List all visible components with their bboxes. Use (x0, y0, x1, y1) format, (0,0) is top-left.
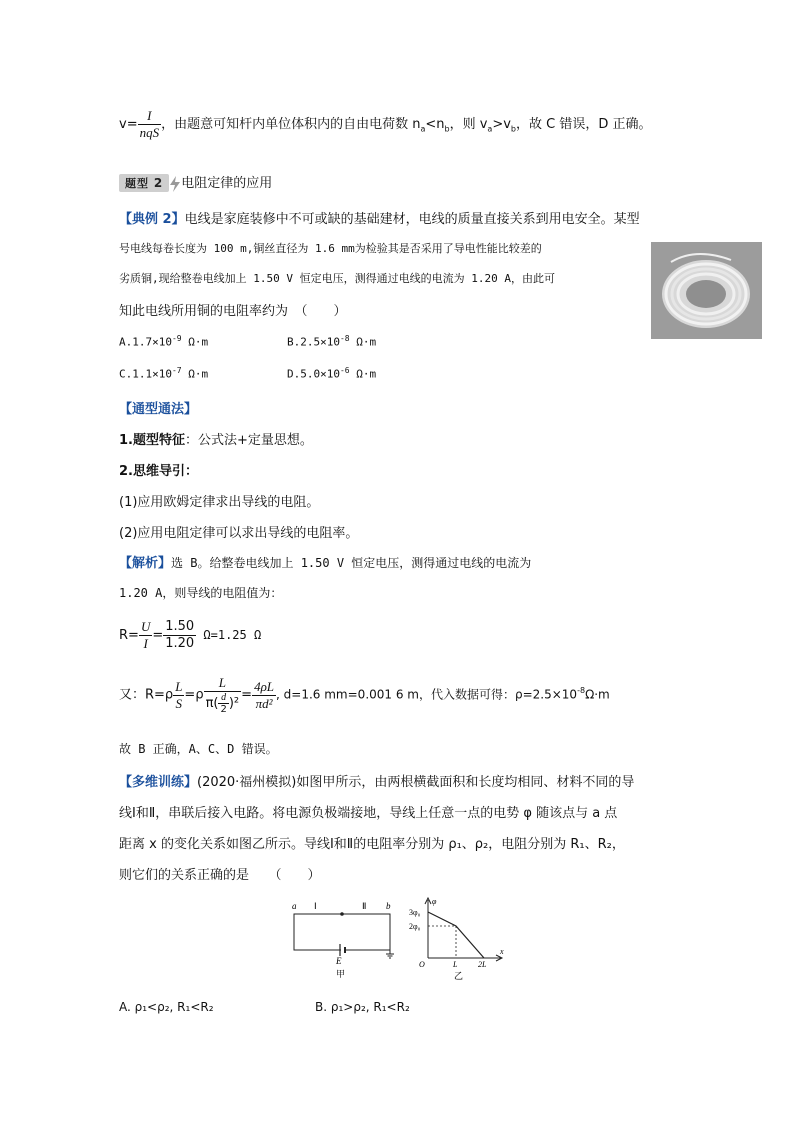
option-d-exp: -6 (339, 366, 350, 375)
frac-u-over-i (139, 619, 152, 652)
frac-values (163, 619, 196, 652)
training-line-4: 则它们的关系正确的是 （ ） (119, 868, 321, 883)
section-badge (119, 174, 169, 192)
training-line-2: 线Ⅰ和Ⅱ，串联后接入电路。将电源负极端接地，导线上任意一点的电势 φ 随该点与 a 点 (119, 806, 618, 821)
frac-area (204, 692, 242, 715)
option-a-unit: Ω·m (181, 335, 209, 349)
sub-b2: b (510, 124, 516, 134)
frac-s: S (175, 695, 183, 711)
answer-option-b[interactable]: B. ρ₁>ρ₂, R₁<R₂ (315, 1000, 410, 1014)
frac-numerator: I (138, 108, 162, 125)
sub-a: a (420, 124, 426, 134)
example-line-2: 号电线每卷长度为 100 m,铜丝直径为 1.6 mm为检验其是否采用了导电性能比较差的 (119, 242, 542, 255)
answer-option-a[interactable]: A. ρ₁<ρ₂, R₁<R₂ (119, 1000, 214, 1014)
option-c-label: C.1.1×10 (119, 367, 172, 381)
example-line-4: 知此电线所用铜的电阻率约为 （ ） (119, 304, 347, 319)
example-line-3: 劣质铜,现给整卷电线加上 1.50 V 恒定电压，测得通过电线的电流为 1.20 A，由此可 (119, 272, 555, 285)
option-b-label: B.2.5×10 (287, 335, 340, 349)
example-tag: 【典例 2】 (119, 212, 185, 227)
circuit-diagram (288, 898, 398, 980)
frac-d: d (218, 692, 228, 704)
badge-number: 2 (153, 176, 164, 190)
r-eq: R= (119, 628, 139, 643)
frac-two: 2 (220, 704, 227, 715)
resistivity-formula: 又：R=ρ $\frac{L}{S}$ =ρ L π( $\frac{d}{2}$ )² = $\frac{4\rho L}{\text{πd²}}$ , d=1.6 mm=0.001 6 m，代入数据可得：$\rho=2.5\times 10^{-8}\Omega\cdot m$ (119, 675, 610, 715)
training-tag: 【多维训练】 (119, 775, 198, 790)
wire-coil-photo (651, 242, 762, 339)
tick-2phi: 2φ₀ (409, 922, 421, 931)
caption-yi: 乙 (454, 972, 464, 982)
section-header (119, 172, 272, 192)
solution-text-1: 选 B。给整卷电线加上 1.50 V 恒定电压，测得通过电线的电流为 (171, 556, 532, 570)
tick-3phi: 3φ₀ (409, 908, 421, 917)
caption-jia: 甲 (336, 970, 346, 980)
line1-lt: <n (425, 117, 445, 132)
option-b[interactable] (287, 334, 376, 349)
sub-a2: a (487, 124, 493, 134)
section-title: 电阻定律的应用 (181, 176, 273, 191)
option-b-exp: -8 (339, 334, 350, 343)
method-step-1: (1)应用欧姆定律求出导线的电阻。 (119, 495, 320, 510)
option-a[interactable] (119, 334, 208, 349)
tick-2l: 2L (478, 960, 487, 969)
frac-120: 1.20 (165, 636, 195, 651)
training-line-3: 距离 x 的变化关系如图乙所示。导线Ⅰ和Ⅱ的电阻率分别为 ρ₁、ρ₂，电阻分别为 R₁、R₂， (119, 837, 625, 852)
v-equals: v= (119, 117, 138, 132)
label-a: a (292, 901, 297, 911)
resistivity-exp: -8 (577, 686, 586, 696)
feature-text: ：公式法+定量思想。 (184, 433, 313, 448)
frac-150: 1.50 (165, 619, 195, 634)
axis-phi: φ (432, 897, 437, 906)
line1-text: ，由题意可知杆内单位体积内的自由电荷数 n (161, 117, 421, 132)
lightning-icon (169, 176, 181, 192)
frac-i: I (143, 636, 148, 651)
method-feature (119, 429, 313, 448)
method-step-2: (2)应用电阻定律可以求出导线的电阻率。 (119, 526, 359, 541)
option-c-exp: -7 (171, 366, 182, 375)
frac-l: L (175, 678, 183, 694)
feature-label: 1.题型特征 (119, 433, 185, 448)
example-text-1: 电线是家庭装修中不可或缺的基础建材，电线的质量直接关系到用电安全。某型 (184, 212, 640, 227)
badge-text: 题型 (125, 177, 149, 190)
junction-dot (340, 912, 344, 916)
option-a-exp: -9 (171, 334, 182, 343)
option-d-unit: Ω·m (349, 367, 377, 381)
frac-l-over-area (204, 675, 242, 715)
solution-line-1 (119, 552, 531, 571)
training-text-1: (2020·福州模拟)如图甲所示，由两根横截面积和长度均相同、材料不同的导 (197, 775, 635, 790)
option-c[interactable] (119, 366, 208, 381)
frac-4rhol-num: 4ρL (254, 678, 275, 694)
solution-line-2: 1.20 A，则导线的电阻值为： (119, 586, 283, 600)
label-ii: Ⅱ (362, 901, 367, 911)
method-tag: 【通型通法】 (119, 402, 198, 417)
option-b-unit: Ω·m (349, 335, 377, 349)
resistivity-tail: , d=1.6 mm=0.001 6 m，代入数据可得：ρ=2.5×10 (276, 687, 578, 702)
option-d-label: D.5.0×10 (287, 367, 340, 381)
pi-open: π( (205, 696, 219, 711)
solution-conclusion: 故 B 正确，A、C、D 错误。 (119, 742, 278, 756)
training-line-1 (119, 771, 634, 790)
label-b: b (386, 901, 391, 911)
label-i: Ⅰ (314, 901, 317, 911)
line1-mid: ，则 v (449, 117, 488, 132)
resistance-formula (119, 619, 261, 652)
wire-coil-image (651, 242, 762, 339)
frac-4rhol-den: πd² (255, 695, 273, 711)
fraction-i-over-nqs (138, 108, 162, 141)
tick-l: L (453, 960, 458, 969)
solution-tag: 【解析】 (119, 556, 172, 571)
method-guide: 2.思维导引： (119, 464, 198, 479)
sub-b: b (444, 124, 450, 134)
pi-close: )² (228, 696, 240, 711)
potential-graph (408, 896, 508, 982)
r-eq2: = (152, 628, 164, 643)
line1-tail: ，故 C 错误，D 正确。 (516, 117, 652, 132)
option-d[interactable] (287, 366, 376, 381)
frac-d-over-2 (218, 692, 228, 715)
axis-x: x (500, 947, 504, 956)
frac-4rhol (252, 679, 276, 712)
eq-rho: =ρ (184, 687, 204, 703)
frac-u: U (140, 619, 151, 634)
frac-l2: L (204, 675, 242, 692)
line1-gt: >v (492, 117, 511, 132)
example-line-1 (119, 208, 640, 227)
again-text: 又：R=ρ (119, 687, 174, 703)
frac-denominator: nqS (139, 125, 160, 140)
resistivity-unit: Ω·m (585, 687, 610, 702)
answer-line-velocity (119, 108, 652, 141)
option-c-unit: Ω·m (181, 367, 209, 381)
option-a-label: A.1.7×10 (119, 335, 172, 349)
r-tail: Ω=1.25 Ω (196, 628, 262, 642)
label-e: E (336, 956, 342, 966)
frac-l-over-s (173, 679, 184, 712)
origin-o: O (419, 960, 425, 969)
